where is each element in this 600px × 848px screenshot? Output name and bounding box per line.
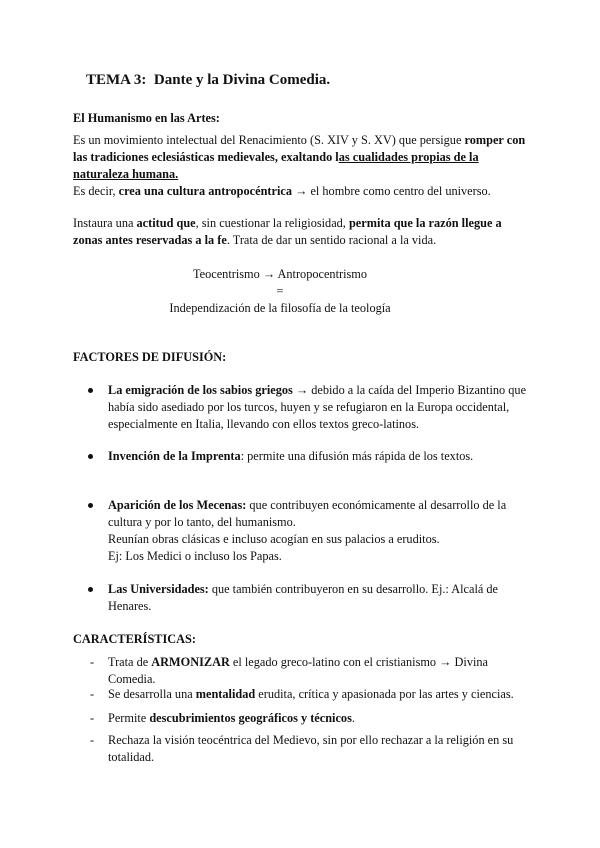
- bullet-icon: [88, 388, 93, 393]
- list-item: - Rechaza la visión teocéntrica del Medievo, sin por ello rechazar a la religión en su totalidad.: [90, 733, 514, 764]
- title-text: Dante y la Divina Comedia.: [153, 72, 331, 88]
- list-item: Invención de la Imprenta: permite una difusión más rápida de los textos.: [108, 448, 528, 465]
- caracteristicas-heading: CARACTERÍSTICAS:: [73, 632, 196, 646]
- bullet-icon: [88, 587, 93, 592]
- list-item: - Permite descubrimientos geográficos y técnicos.: [90, 711, 355, 725]
- center-line-1: Teocentrismo → Antropocentrismo: [193, 267, 367, 281]
- page-title: [86, 70, 330, 90]
- factores-heading: FACTORES DE DIFUSIÓN:: [73, 350, 227, 364]
- center-line-3: Independización de la filosofía de la teología: [169, 301, 391, 315]
- list-item: Aparición de los Mecenas: que contribuyen económicamente al desarrollo de la cultura y por lo tanto, del humanismo. Reunían obras clásicas e incluso acogían en sus palacios a eruditos. Ej: Los Medici o incluso los Papas.: [108, 497, 528, 565]
- dash-icon: -: [90, 733, 95, 747]
- list-item: La emigración de los sabios griegos → debido a la caída del Imperio Bizantino que había sido asediado por los turcos, huyen y se refugiaron en la Europa occidental, especialmente en Italia, llevando con ellos textos greco-latinos.: [108, 382, 528, 433]
- title-label: TEMA 3:: [86, 72, 147, 88]
- humanismo-heading: El Humanismo en las Artes:: [73, 111, 220, 125]
- humanismo-paragraph-3: Instaura una actitud que, sin cuestionar la religiosidad, permita que la razón llegue a zonas antes reservadas a la fe. Trata de dar un sentido racional a la vida.: [73, 216, 502, 247]
- list-item: - Se desarrolla una mentalidad erudita, crítica y apasionada por las artes y ciencias.: [90, 687, 514, 701]
- list-item: Las Universidades: que también contribuyeron en su desarrollo. Ej.: Alcalá de Henares.: [108, 581, 528, 615]
- dash-icon: -: [90, 711, 95, 725]
- dash-icon: -: [90, 655, 95, 669]
- center-line-2: =: [276, 284, 284, 298]
- humanismo-paragraph-1: Es un movimiento intelectual del Renacimiento (S. XIV y S. XV) que persigue romper con las tradiciones eclesiásticas medievales, exaltando las cualidades propias de la naturaleza humana. Es decir, crea una cultura antropocéntrica → el hombre como centro del universo.: [73, 132, 528, 200]
- list-item: - Trata de ARMONIZAR el legado greco-latino con el cristianismo → Divina Comedia.: [90, 655, 488, 686]
- dash-icon: -: [90, 687, 95, 701]
- bullet-icon: [88, 503, 93, 508]
- bullet-icon: [88, 454, 93, 459]
- humanismo-paragraph-2: Es decir, crea una cultura antropocéntrica → el hombre como centro del universo.: [73, 184, 491, 198]
